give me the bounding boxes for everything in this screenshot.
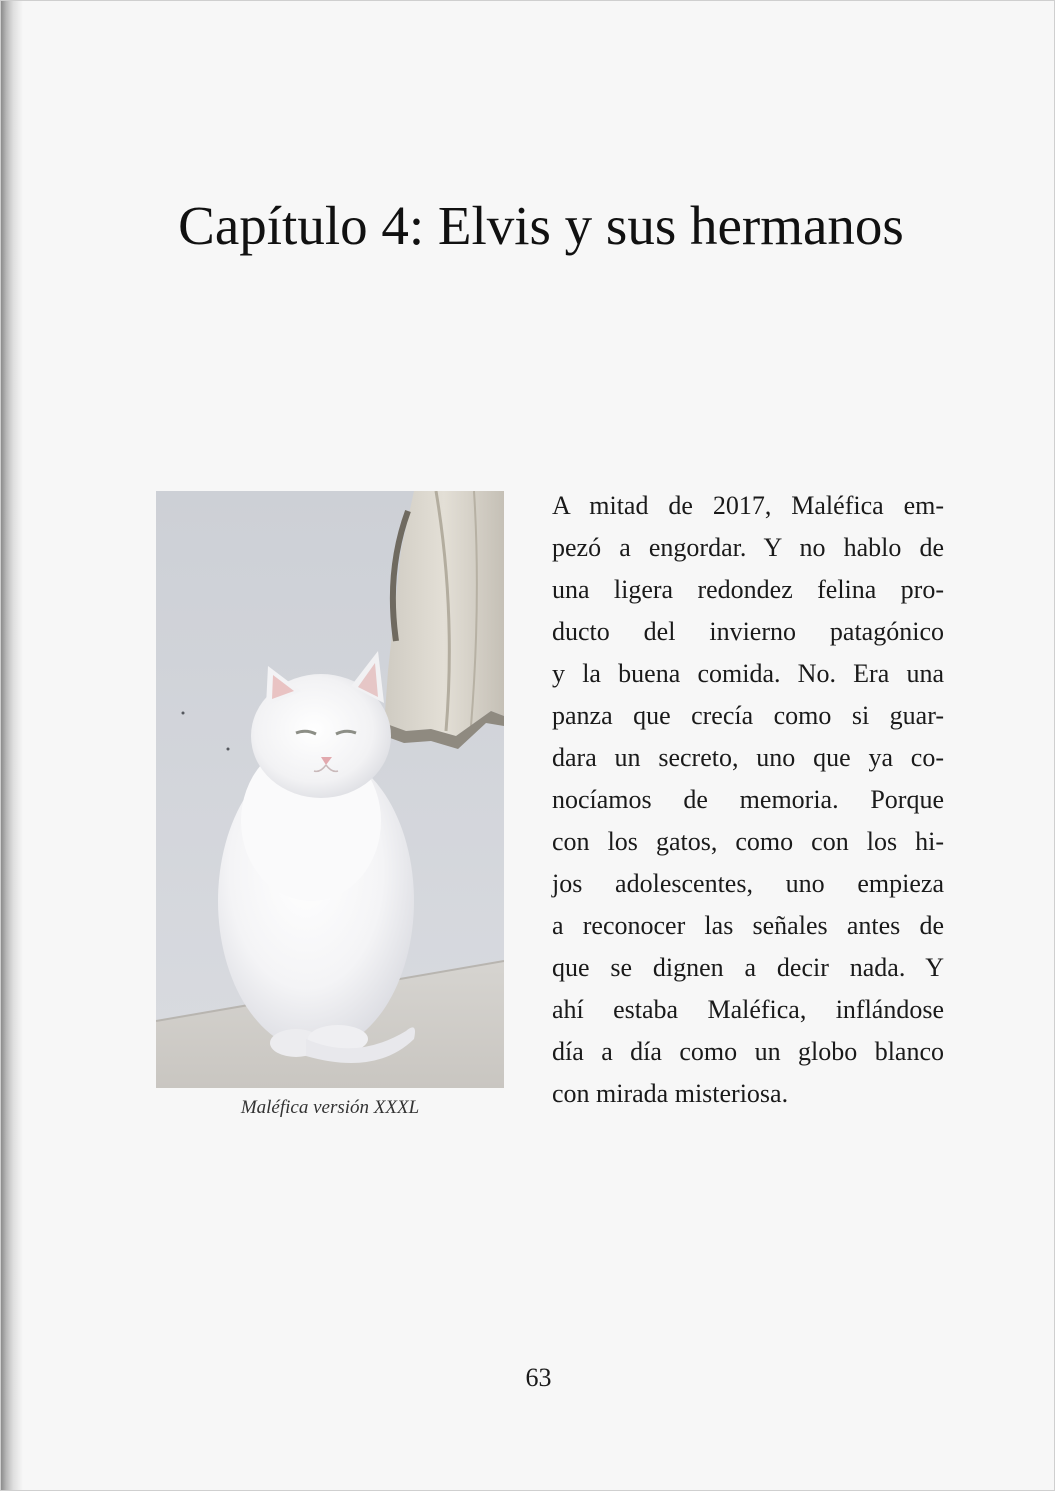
page-number: 63 [525, 1363, 552, 1392]
text-line: dara un secreto, uno que ya co- [552, 743, 944, 772]
text-line: una ligera redondez felina pro- [552, 575, 944, 604]
chapter-title: Capítulo 4: Elvis y sus hermanos [178, 195, 904, 256]
body-paragraph [552, 485, 944, 1115]
text-line: ahí estaba Maléfica, inflándose [552, 995, 944, 1024]
text-line: panza que crecía como si guar- [552, 701, 944, 730]
cat-photo [156, 491, 504, 1088]
text-line: a reconocer las señales antes de [552, 911, 944, 940]
text-line: nocíamos de memoria. Porque [552, 785, 944, 814]
text-line: A mitad de 2017, Maléfica em- [552, 491, 944, 520]
text-line: pezó a engordar. Y no hablo de [552, 533, 944, 562]
text-line: y la buena comida. No. Era una [552, 659, 944, 688]
figure-caption: Maléfica versión XXXL [240, 1097, 420, 1118]
text-line: con mirada misteriosa. [552, 1079, 789, 1108]
text-line: que se dignen a decir nada. Y [552, 953, 944, 982]
text-line: día a día como un globo blanco [552, 1037, 944, 1066]
text-line: con los gatos, como con los hi- [552, 827, 944, 856]
text-line: ducto del invierno patagónico [552, 617, 944, 646]
text-line: jos adolescentes, uno empieza [552, 869, 944, 898]
